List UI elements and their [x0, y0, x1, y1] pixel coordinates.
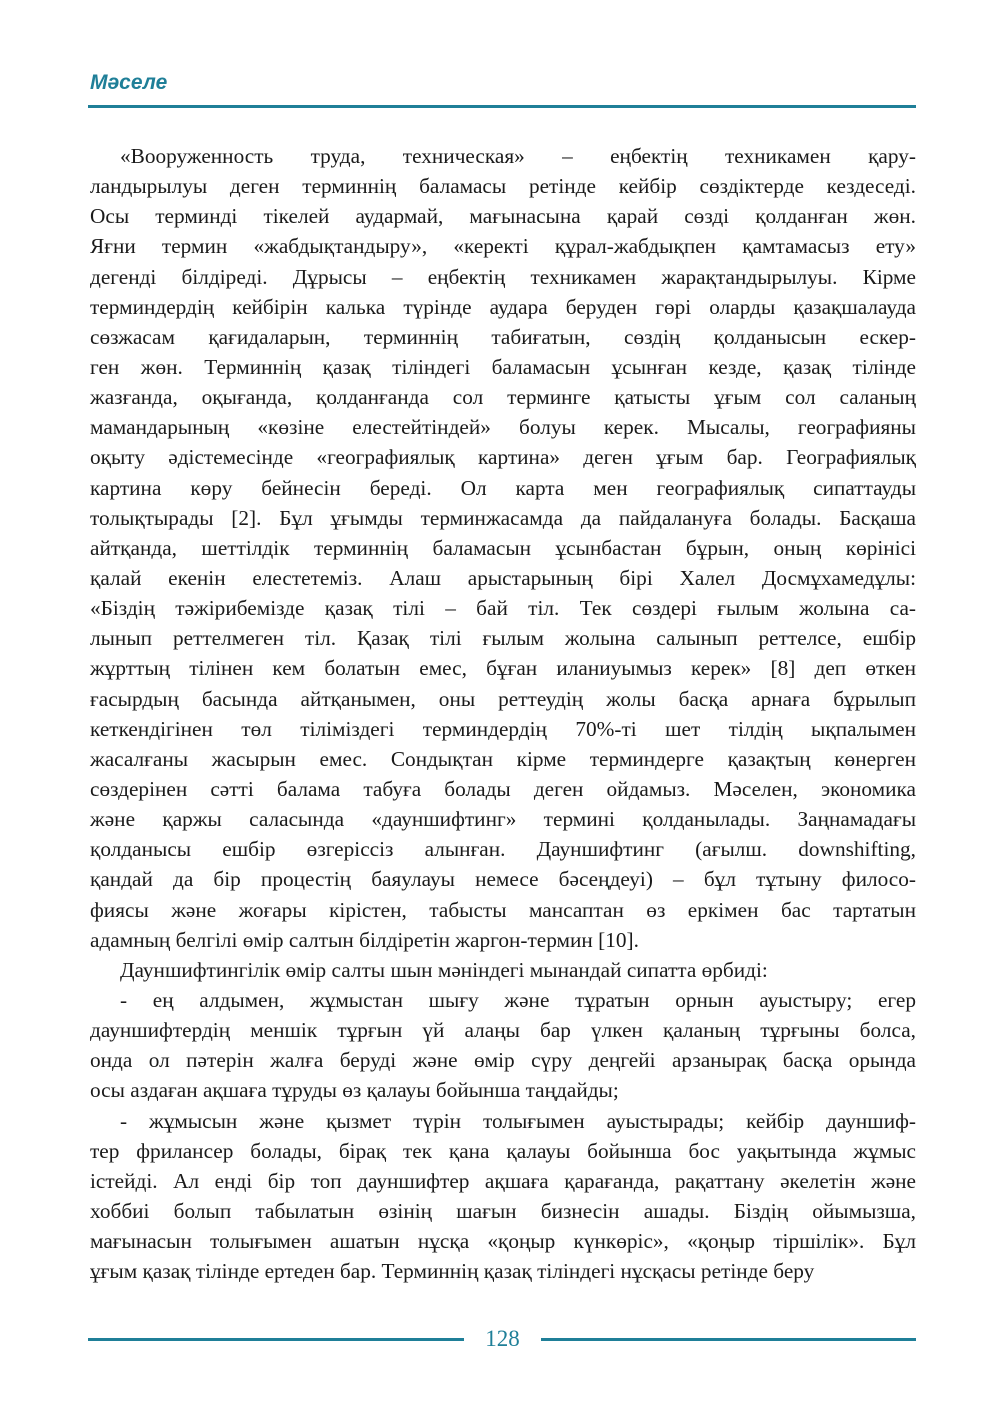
- text-line: Осы терминді тікелей аудармай, мағынасына қарай сөзді қолданған жөн.: [90, 204, 916, 229]
- text-line: дегенді білдіреді. Дұрысы – еңбектің техникамен жарақтандырылуы. Кірме: [90, 264, 916, 289]
- footer-divider-right: [541, 1338, 916, 1341]
- text-line: дауншифтердің меншік тұрғын үй алаңы бар үлкен қаланың тұрғыны болса,: [90, 1018, 916, 1043]
- text-line: жасалғаны жасырын емес. Сондықтан кірме терминдерге қазақтың көнерген: [90, 746, 916, 771]
- text-line: ландырылуы деген терминнің баламасы ретінде кейбір сөздіктерде кездеседі.: [90, 174, 916, 199]
- text-line: қандай да бір процестің баяулауы немесе бәсеңдеуі) – бұл тұтыну филосо-: [90, 867, 916, 892]
- text-line: лынып реттелмеген тіл. Қазақ тілі ғылым жолына салынып реттелсе, ешбір: [90, 626, 916, 651]
- text-line: «Біздің тәжірибемізде қазақ тілі – бай тіл. Тек сөздері ғылым жолына са-: [90, 596, 916, 621]
- text-line: қолданысы ешбір өзгеріссіз алынған. Дауншифтинг (ағылш. downshifting,: [90, 837, 916, 862]
- text-line: жазғанда, оқығанда, қолданғанда сол терминге қатысты ұғым сол саланың: [90, 385, 916, 410]
- text-line: ген жөн. Терминнің қазақ тіліндегі баламасын ұсынған кезде, қазақ тілінде: [90, 354, 916, 379]
- text-line: кеткендігінен төл тіліміздегі терминдердің 70%-ті шет тілдің ықпалымен: [90, 716, 916, 741]
- text-line: «Вооруженность труда, техническая» – еңбектің техникамен қару-: [120, 144, 916, 168]
- text-line: және қаржы саласында «дауншифтинг» термині қолданылады. Заңнамадағы: [90, 807, 916, 832]
- text-line: - жұмысын және қызмет түрін толығымен ауыстырады; кейбір дауншиф-: [120, 1108, 916, 1133]
- text-line: терминдердің кейбірін калька түрінде аудара беруден гөрі оларды қазақшалауда: [90, 294, 916, 319]
- text-line: онда ол пәтерін жалға беруді және өмір сүру деңгейі арзанырақ басқа орында: [90, 1048, 916, 1073]
- text-line: осы аздаған ақшаға тұруды өз қалауы бойынша таңдайды;: [90, 1078, 619, 1103]
- body-text: [90, 141, 916, 1286]
- text-line: сөздерінен сәтті балама табуға болады деген ойдамыз. Мәселен, экономика: [90, 776, 916, 801]
- text-line: - ең алдымен, жұмыстан шығу және тұратын орнын ауыстыру; егер: [120, 987, 916, 1012]
- header-divider: [88, 105, 916, 108]
- text-line: ұғым қазақ тілінде ертеден бар. Терминнің қазақ тіліндегі нұсқасы ретінде беру: [90, 1259, 815, 1284]
- text-line: фиясы және жоғары кірістен, табысты мансаптан өз еркімен бас тартатын: [90, 897, 916, 922]
- text-line: қалай екенін елестетеміз. Алаш арыстарының бірі Халел Досмұхамедұлы:: [90, 565, 916, 590]
- text-line: айтқанда, шеттілдік терминнің баламасын ұсынбастан бұрын, оның көрінісі: [90, 535, 916, 560]
- text-line: адамның белгілі өмір салтын білдіретін жаргон-термин [10].: [90, 927, 639, 952]
- text-line: картина көру бейнесін береді. Ол карта мен географиялық сипаттауды: [90, 475, 916, 500]
- text-line: мағынасын толығымен ашатын нұсқа «қоңыр күнкөріс», «қоңыр тіршілік». Бұл: [90, 1229, 916, 1254]
- page-number: 128: [485, 1326, 520, 1351]
- text-line: толықтырады [2]. Бұл ұғымды терминжасамда да пайдалануға болады. Басқаша: [90, 505, 916, 530]
- text-line: жұрттың тілінен кем болатын емес, бұған иланиуымыз керек» [8] деп өткен: [90, 656, 916, 681]
- text-line: ғасырдың басында айтқанымен, оны реттеудің жолы басқа арнаға бұрылып: [90, 686, 916, 711]
- text-line: сөзжасам қағидаларын, терминнің табиғатын, сөздің қолданысын ескер-: [90, 324, 916, 349]
- text-line: хоббиі болып табылатын өзінің шағын бизнесін ашады. Біздің ойымызша,: [90, 1198, 916, 1223]
- footer-divider-left: [88, 1338, 464, 1341]
- section-title: Мәселе: [90, 71, 168, 94]
- text-line: істейді. Ал енді бір топ дауншифтер ақшаға қарағанда, рақаттану әкелетін және: [90, 1168, 916, 1193]
- text-line: тер фрилансер болады, бірақ тек қана қалауы бойынша бос уақытында жұмыс: [90, 1138, 916, 1163]
- text-line: Дауншифтингілік өмір салты шын мәніндегі мынандай сипатта өрбиді:: [120, 957, 768, 982]
- text-line: Яғни термин «жабдықтандыру», «керекті құрал-жабдықпен қамтамасыз ету»: [90, 234, 916, 259]
- text-line: мамандарының «көзіне елестейтіндей» болуы керек. Мысалы, географияны: [90, 415, 916, 440]
- text-line: оқыту әдістемесінде «географиялық картина» деген ұғым бар. Географиялық: [90, 445, 916, 470]
